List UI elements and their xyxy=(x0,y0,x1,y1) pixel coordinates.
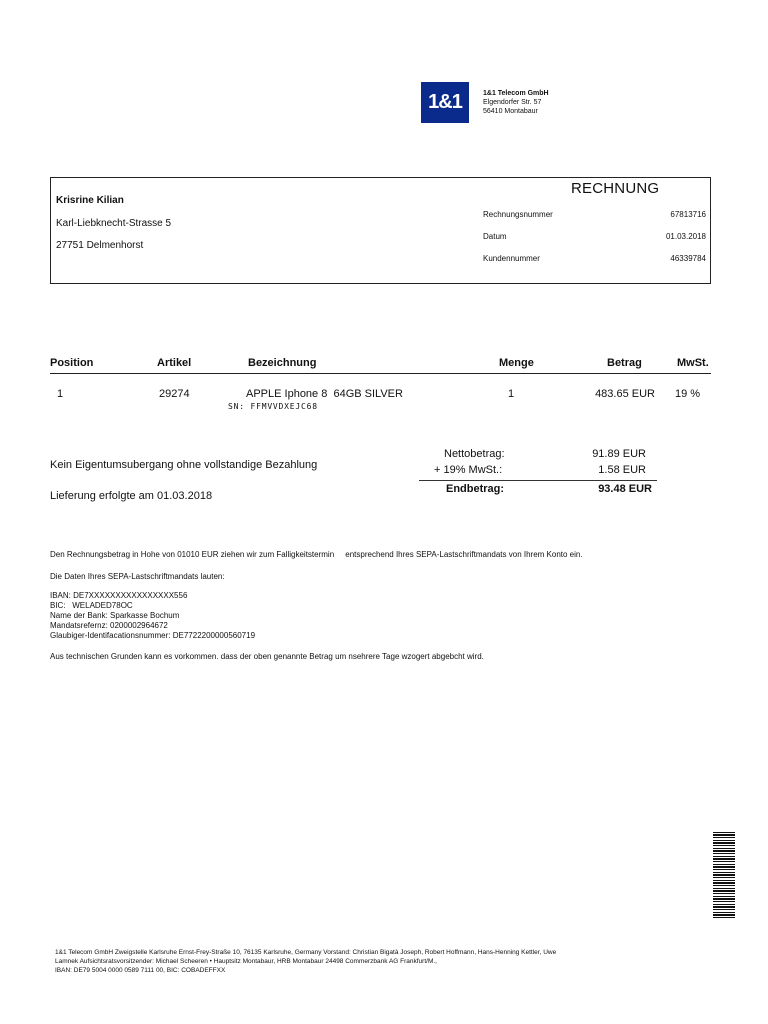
sepa-mandate-reference: Mandatsrefernz: 0200002964672 xyxy=(50,621,168,630)
footer-line-3: IBAN: DE79 5004 0000 0589 7111 00, BIC: COBADEFFXX xyxy=(55,967,226,974)
column-header-amount: Betrag xyxy=(607,357,642,369)
page-footer xyxy=(55,948,655,975)
column-header-description: Bezeichnung xyxy=(248,357,317,369)
row-position: 1 xyxy=(57,388,64,400)
ownership-note: Kein Eigentumsubergang ohne vollstandige Bezahlung xyxy=(50,459,318,471)
row-description: APPLE Iphone 8 64GB SILVER xyxy=(246,388,403,400)
total-amount-value: 93.48 EUR xyxy=(598,483,652,495)
customer-number: 46339784 xyxy=(670,254,706,263)
customer-name: Krisrine Kilian xyxy=(56,195,124,206)
net-amount-label: Nettobetrag: xyxy=(444,448,505,460)
column-header-position: Position xyxy=(50,357,94,369)
sepa-debit-text: Den Rechnungsbetrag in Hohe von 01010 EUR ziehen wir zum Falligkeitstermin entsprechend Ihres SEPA-Lastschriftmandats von Ihrem Konto ein. xyxy=(50,550,583,559)
company-city: 56410 Montabaur xyxy=(483,108,538,115)
total-amount-label: Endbetrag: xyxy=(446,483,505,495)
sepa-bank: Name der Bank: Sparkasse Bochum xyxy=(50,611,180,620)
company-logo: 1&1 xyxy=(421,82,469,123)
row-serial-number: SN: FFMVVDXEJC68 xyxy=(228,402,318,411)
column-header-quantity: Menge xyxy=(499,357,534,369)
customer-number-label: Kundennummer xyxy=(483,254,540,263)
footer-line-2: Lamnek Aufsichtsratsvorsitzender: Michael Scheeren • Hauptsitz Montabaur, HRB Montabaur 24498 Commerzbank AG Frankfurt/M., xyxy=(55,958,437,965)
footer-line-1: 1&1 Telecom GmbH Zweigstelle Karlsruhe Ernst-Frey-Straße 10, 76135 Karlsruhe, Germany Vorstand: Christian Bigatà Joseph, Robert Hoffmann, Hans-Henning Kettler, Uwe xyxy=(55,949,557,956)
barcode-icon xyxy=(713,832,735,920)
row-vat: 19 % xyxy=(675,388,701,400)
sepa-iban: IBAN: DE7XXXXXXXXXXXXXXXX556 xyxy=(50,591,188,600)
customer-street: Karl-Liebknecht-Strasse 5 xyxy=(56,218,172,229)
vat-amount-value: 1.58 EUR xyxy=(598,464,646,476)
row-quantity: 1 xyxy=(508,388,515,400)
customer-city: 27751 Delmenhorst xyxy=(56,240,144,251)
sepa-delay-note: Aus technischen Grunden kann es vorkommen. dass der oben genannte Betrag um nsehrere Tage wzogert abgebcht wird. xyxy=(50,652,484,661)
net-amount-value: 91.89 EUR xyxy=(592,448,646,460)
company-address xyxy=(483,89,549,116)
invoice-date: 01.03.2018 xyxy=(665,232,706,241)
vat-amount-label: + 19% MwSt.: xyxy=(434,464,503,476)
sepa-creditor-id: Glaubiger-Identifacationsnummer: DE7722200000560719 xyxy=(50,631,256,640)
table-header-rule xyxy=(50,373,711,374)
invoice-number: 67813716 xyxy=(670,210,706,219)
document-title: RECHNUNG xyxy=(571,180,660,197)
row-amount: 483.65 EUR xyxy=(595,388,655,400)
sepa-bic: BIC: WELADED78OC xyxy=(50,601,133,610)
company-street: Elgendorfer Str. 57 xyxy=(483,99,542,106)
delivery-note: Lieferung erfolgte am 01.03.2018 xyxy=(50,490,213,502)
sepa-mandate-intro: Die Daten Ihres SEPA-Lastschriftmandats lauten: xyxy=(50,572,225,581)
row-article: 29274 xyxy=(159,388,190,400)
column-header-vat: MwSt. xyxy=(677,357,709,369)
totals-rule xyxy=(419,480,657,481)
invoice-number-label: Rechnungsnummer xyxy=(483,210,553,219)
invoice-date-label: Datum xyxy=(483,232,507,241)
column-header-article: Artikel xyxy=(157,357,192,369)
company-name: 1&1 Telecom GmbH xyxy=(483,90,549,97)
sepa-details xyxy=(50,591,255,641)
